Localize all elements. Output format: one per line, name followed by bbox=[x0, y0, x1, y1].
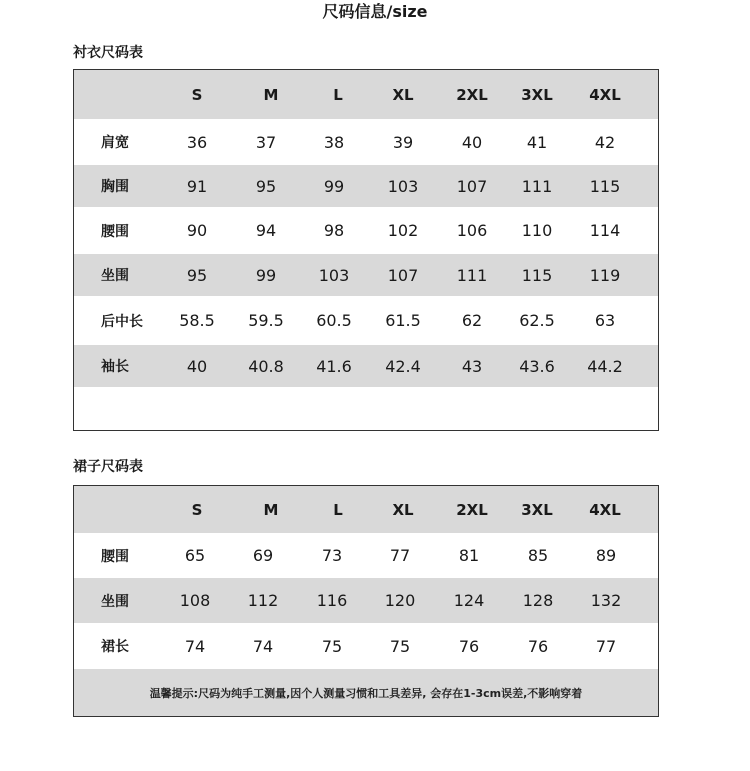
table-cell: 61.5 bbox=[385, 311, 421, 330]
size-header-s: S bbox=[191, 500, 203, 519]
skirt-size-table bbox=[73, 485, 659, 717]
table-cell: 107 bbox=[456, 176, 488, 196]
table-cell: 108 bbox=[179, 591, 211, 610]
table-cell: 75 bbox=[321, 636, 343, 656]
table-cell: 60.5 bbox=[316, 311, 352, 330]
table-row bbox=[74, 345, 658, 387]
row-label: 腰围 bbox=[101, 548, 129, 565]
size-header-4xl: 4XL bbox=[589, 500, 621, 519]
table-cell: 102 bbox=[387, 221, 419, 240]
row-label: 后中长 bbox=[101, 313, 143, 330]
table-cell: 65 bbox=[184, 546, 206, 565]
table-row bbox=[74, 533, 658, 578]
table-cell: 99 bbox=[255, 265, 277, 285]
table-cell: 114 bbox=[589, 221, 621, 240]
shirt-size-table bbox=[73, 69, 659, 431]
table-row bbox=[74, 296, 658, 345]
table-cell: 132 bbox=[590, 591, 622, 610]
table-cell: 40 bbox=[461, 132, 483, 152]
size-header-4xl: 4XL bbox=[589, 85, 621, 104]
table-cell: 103 bbox=[318, 265, 350, 285]
table-cell: 58.5 bbox=[179, 311, 215, 330]
table-cell: 44.2 bbox=[587, 356, 623, 376]
table-cell: 73 bbox=[321, 546, 343, 565]
table-cell: 95 bbox=[255, 176, 277, 196]
skirt-table-title: 裙子尺码表 bbox=[73, 459, 143, 475]
table-cell: 63 bbox=[594, 311, 616, 330]
table-cell: 85 bbox=[527, 546, 549, 565]
size-header-3xl: 3XL bbox=[521, 85, 553, 104]
table-cell: 128 bbox=[522, 591, 554, 610]
table-cell: 77 bbox=[595, 636, 617, 656]
table-cell: 59.5 bbox=[248, 311, 284, 330]
table-cell: 112 bbox=[247, 591, 279, 610]
row-label: 坐围 bbox=[101, 268, 129, 284]
table-cell: 103 bbox=[387, 176, 419, 196]
size-header-s: S bbox=[191, 85, 203, 104]
size-header-m: M bbox=[263, 500, 279, 519]
table-cell: 74 bbox=[184, 636, 206, 656]
table-cell: 37 bbox=[255, 132, 277, 152]
table-row bbox=[74, 165, 658, 207]
table-row bbox=[74, 119, 658, 165]
table-cell: 41.6 bbox=[316, 356, 352, 376]
table-cell: 42.4 bbox=[385, 356, 421, 376]
table-row bbox=[74, 578, 658, 623]
table-cell: 81 bbox=[458, 546, 480, 565]
row-label: 胸围 bbox=[101, 179, 129, 195]
table-cell: 110 bbox=[521, 221, 553, 240]
row-label: 肩宽 bbox=[101, 135, 129, 151]
table-cell: 94 bbox=[255, 221, 277, 240]
table-cell: 41 bbox=[526, 132, 548, 152]
table-cell: 76 bbox=[527, 636, 549, 656]
page-title: 尺码信息/size bbox=[322, 2, 428, 21]
table-cell: 124 bbox=[453, 591, 485, 610]
table-cell: 74 bbox=[252, 636, 274, 656]
row-label: 袖长 bbox=[101, 359, 129, 375]
table-cell: 115 bbox=[589, 176, 621, 196]
table-cell: 62.5 bbox=[519, 311, 555, 330]
table-cell: 40 bbox=[186, 356, 208, 376]
table-cell: 99 bbox=[323, 176, 345, 196]
measurement-note: 温馨提示:尺码为纯手工测量,因个人测量习惯和工具差异, 会存在1-3cm误差,不影响穿着 bbox=[74, 669, 658, 716]
table-cell: 38 bbox=[323, 132, 345, 152]
table-cell: 107 bbox=[387, 265, 419, 285]
row-label: 坐围 bbox=[101, 593, 129, 610]
table-cell: 98 bbox=[323, 221, 345, 240]
table-row bbox=[74, 207, 658, 254]
table-cell: 119 bbox=[589, 265, 621, 285]
table-cell: 62 bbox=[461, 311, 483, 330]
table-cell: 43 bbox=[461, 356, 483, 376]
table-cell: 111 bbox=[521, 176, 553, 196]
size-header-2xl: 2XL bbox=[456, 500, 488, 519]
table-cell: 91 bbox=[186, 176, 208, 196]
table-cell: 95 bbox=[186, 265, 208, 285]
size-header-m: M bbox=[263, 85, 279, 104]
table-cell: 115 bbox=[521, 265, 553, 285]
skirt-header-row bbox=[74, 486, 658, 533]
shirt-table-title: 衬衣尺码表 bbox=[73, 45, 143, 61]
size-header-3xl: 3XL bbox=[521, 500, 553, 519]
size-header-xl: XL bbox=[392, 500, 414, 519]
table-cell: 111 bbox=[456, 265, 488, 285]
table-row bbox=[74, 254, 658, 296]
size-header-l: L bbox=[333, 85, 343, 104]
table-cell: 40.8 bbox=[248, 356, 284, 376]
table-cell: 77 bbox=[389, 546, 411, 565]
table-cell: 89 bbox=[595, 546, 617, 565]
size-header-xl: XL bbox=[392, 85, 414, 104]
table-cell: 120 bbox=[384, 591, 416, 610]
table-cell: 39 bbox=[392, 132, 414, 152]
row-label: 裙长 bbox=[101, 639, 129, 655]
shirt-header-row bbox=[74, 70, 658, 119]
table-row bbox=[74, 623, 658, 669]
table-cell: 42 bbox=[594, 132, 616, 152]
table-cell: 69 bbox=[252, 546, 274, 565]
row-label: 腰围 bbox=[101, 223, 129, 240]
table-cell: 76 bbox=[458, 636, 480, 656]
table-cell: 116 bbox=[316, 591, 348, 610]
size-header-2xl: 2XL bbox=[456, 85, 488, 104]
table-cell: 106 bbox=[456, 221, 488, 240]
table-cell: 90 bbox=[186, 221, 208, 240]
table-cell: 43.6 bbox=[519, 356, 555, 376]
table-cell: 75 bbox=[389, 636, 411, 656]
size-header-l: L bbox=[333, 500, 343, 519]
table-cell: 36 bbox=[186, 132, 208, 152]
